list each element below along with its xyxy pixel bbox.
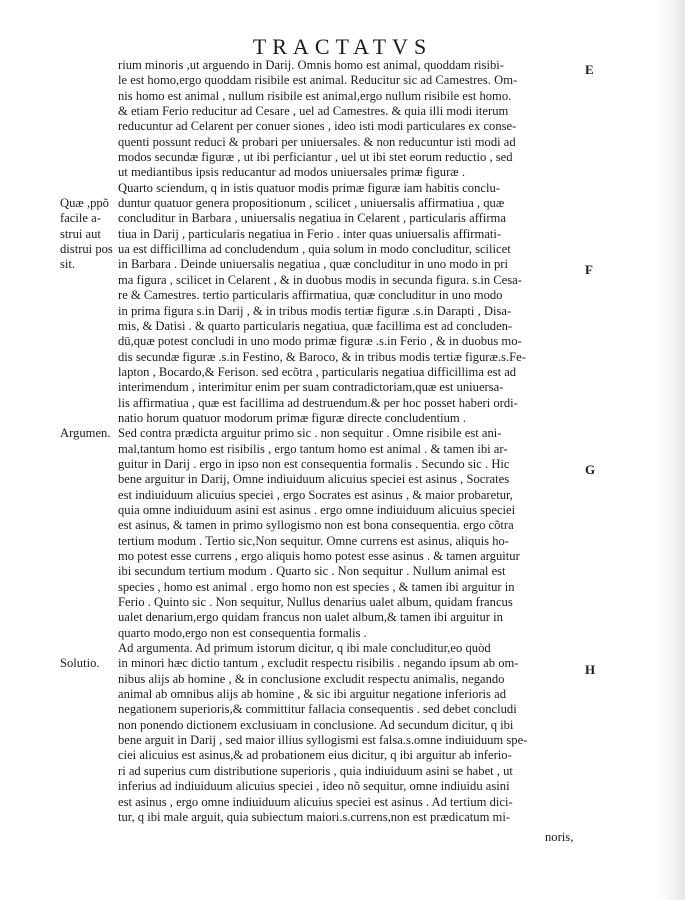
text-line: ibi secundum tertium modum . Quarto sic . Non sequitur . Nullum animal est [118,564,506,579]
text-line: Sed contra prædicta arguitur primo sic . non sequitur . Omne risibile est ani- [118,426,502,441]
text-line: rium minoris ,ut arguendo in Darij. Omnis homo est animal, quoddam risibi- [118,58,504,72]
text-line: Quarto sciendum, q in istis quatuor modis primæ figuræ iam habitis conclu- [118,180,500,195]
text-line: tertium modum . Tertio sic,Non sequitur. Omne currens est asinus, aliquis ho- [118,533,509,548]
text-line: duntur quatuor genera propositionum , scilicet , uniuersalis affirmatiua , quæ [118,196,505,211]
text-line: Ferio . Quinto sic . Non sequitur, Nullus denarius ualet album, quidam francus [118,595,513,610]
margin-note-propositio [60,196,113,273]
text-line: negationem superioris,& committitur fallacia consequentis . sed debet concludi [118,702,517,717]
text-line: in Barbara . Deinde uniuersalis negatiua , quæ concluditur in uno modo in pri [118,257,508,272]
catchword: noris, [545,830,574,844]
margin-note-line: distrui pos [60,242,113,257]
section-letter-e: E [585,62,594,77]
text-line: modos secundæ figuræ , ut ibi perficiantur , uel ut ibi stet eorum reductio , sed [118,150,513,165]
text-line: lis affirmatiua , quæ est facillima ad destruendum.& per hoc posset haberi ordi- [118,395,518,410]
section-letter-h: H [585,662,596,677]
text-line: concluditur in Barbara , uniuersalis negatiua in Celarent , particularis affirma [118,211,506,226]
text-line: est asinus , ergo omne indiuiduum alicuius speciei est asinus . Ad tertium dici- [118,794,513,809]
text-line: Ad argumenta. Ad primum istorum dicitur, q ibi male concluditur,eo quòd [118,641,491,656]
text-line: natio horum quatuor modorum primæ figuræ directe concludentium . [118,410,467,425]
text-line: dis secundæ figuræ .s.in Festino, & Baroco, & in tribus modis tertiæ figuræ.s.Fe- [118,349,526,364]
text-line: reducuntur ad Celarent per conuer siones , ideo isti modi particulares ex conse- [118,119,517,134]
main-text-block [118,58,578,825]
text-line: bene arguit in Darij , sed maior illius syllogismi est falsa.s.omne indiuiduum spe- [118,733,528,748]
text-line: ua est difficillima ad concludendum , quia solum in modo concluditur, scilicet [118,242,511,257]
text-line: nis homo est animal , nullum risibile est animal,ergo nullum risibile est homo. [118,88,512,103]
text-line: inferius ad indiuiduum alicuius speciei , ideo nõ sequitur, omne indiuidu asini [118,779,510,794]
text-line: quarto modo,ergo non est consequentia formalis . [118,625,367,640]
text-line: ma figura , scilicet in Celarent , & in duobus modis in secunda figura. s.in Cesa- [118,272,522,287]
text-line: dū,quæ potest concludi in uno modo primæ figuræ .s.in Ferio , & in duobus mo- [118,334,522,349]
text-line: mal,tantum homo est risibilis , ergo tantum homo est animal . & tamen ibi ar- [118,441,508,456]
section-letter-g: G [585,462,596,477]
running-head: TRACTATVS [252,34,433,59]
text-line: est indiuiduum alicuius speciei , ergo Socrates est asinus , & maior probaretur, [118,487,513,502]
text-line: tur, q ibi male arguit, quia subiectum maiori.s.currens,non est prædicatum mi- [118,809,511,824]
text-line: mis, & Datisi . & quarto particularis negatiua, quæ facillima est ad concluden- [118,318,513,333]
text-line: interimendum , interimitur enim per suam contradictoriam,quæ est uniuersa- [118,380,504,395]
text-line: mo potest esse currens , ergo aliquis homo potest esse asinus . & tamen arguitur [118,549,520,563]
text-line: tiua in Darij , particularis negatiua in Ferio . inter quas uniuersalis affirmati- [118,226,502,241]
margin-note-line: strui aut [60,226,101,241]
margin-note-line: Quæ ,ppõ [60,196,109,210]
text-line: lapton , Bocardo,& Ferison. sed ecõtra , particularis negatiua difficillima est ad [118,364,517,379]
text-line: bene arguitur in Darij, Omne indiuiduum alicuius speciei est asinus , Socrates [118,472,510,487]
text-line: in minori hæc dictio tantum , excludit respectu risibilis . negando ipsum ab om- [118,656,519,671]
text-line: le est homo,ergo quoddam risibile est animal. Reducitur sic ad Camestres. Om- [118,73,518,88]
margin-note-argumentum: Argumen. [60,426,111,440]
text-line: ri ad superius cum distributione superioris , quia indiuiduum asini se habet , ut [118,763,513,778]
text-line: re & Camestres. tertio particularis affirmatiua, quæ concluditur in uno modo [118,288,503,303]
text-line: guitur in Darij . ergo in ipso non est consequentia formalis . Secundo sic . Hic [118,456,510,471]
text-line: ciei alicuius est asinus,& ad probationem eius dicitur, q ibi arguitur ab inferio- [118,748,512,763]
text-line: ualet denarium,ergo quidam francus non ualet album,& tamen ibi arguitur in [118,610,503,625]
margin-note-line: facile a- [60,211,101,226]
text-line: non ponendo dictionem exclusiuam in conclusione. Ad secundum dicitur, q ibi [118,717,514,732]
text-line: nibus alijs ab homine , & in conclusione excludit respectu animalis, negando [118,671,505,686]
section-letter-f: F [585,262,593,277]
margin-note-line: sit. [60,257,76,272]
text-line: in prima figura s.in Darij , & in tribus modis tertiæ figuræ .s.in Darapti , Disa- [118,303,512,318]
text-line: & etiam Ferio reducitur ad Cesare , uel ad Camestres. & quia illi modi iterum [118,104,509,119]
margin-note-solutio: Solutio. [60,656,100,670]
text-line: est asinus, & tamen in primo syllogismo non est bona consequentia. ergo cõtra [118,518,514,533]
page-edge-shadow [657,0,685,900]
text-line: species , homo est animal . ergo homo non est species , & tamen ibi arguitur in [118,579,515,594]
text-line: animal ab omnibus alijs ab homine , & sic ibi arguitur negatione inferioris ad [118,687,506,702]
text-line: quenti possunt reduci & probari per uniuersales. & non reducuntur isti modi ad [118,134,516,149]
text-line: quia omne indiuiduum asini est asinus . ergo omne indiuiduum alicuius speciei [118,502,516,517]
text-line: ut mediantibus ipsis reducantur ad modos uniuersales primæ figuræ . [118,165,465,180]
